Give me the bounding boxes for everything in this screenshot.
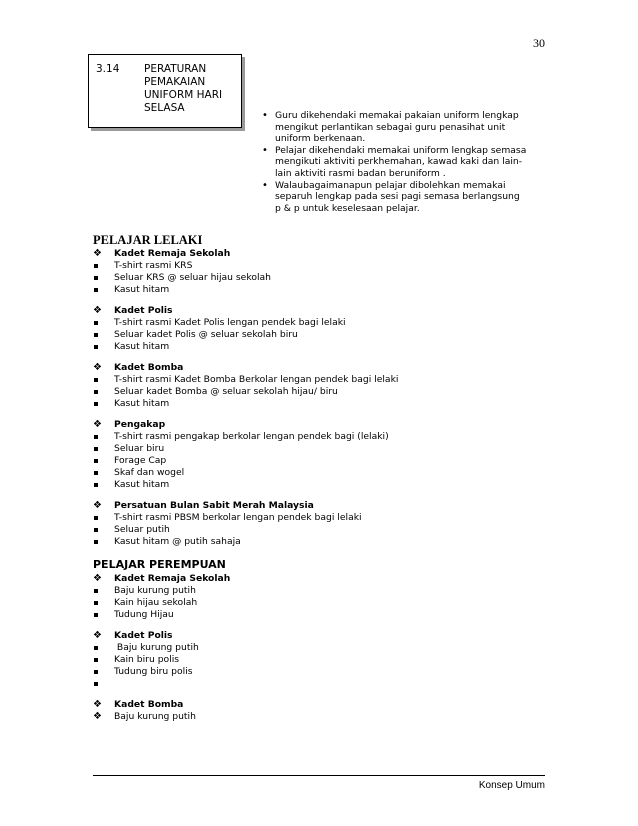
list-item xyxy=(93,431,553,443)
note-line: • Pelajar dikehendaki memakai uniform lengkap semasa xyxy=(275,144,527,156)
section-heading: PELAJAR LELAKI xyxy=(93,233,203,247)
list-item xyxy=(93,443,553,455)
group-title-row xyxy=(93,305,553,317)
list-item xyxy=(93,666,553,678)
item-text: Kain biru polis xyxy=(114,654,180,665)
group-title-row xyxy=(93,500,553,512)
note-line: uniform berkenaan. xyxy=(275,133,366,145)
list-item xyxy=(93,260,553,272)
group-title: Kadet Polis xyxy=(114,305,173,316)
diamond-bullet-icon: ❖ xyxy=(93,500,102,511)
item-text: Baju kurung putih xyxy=(114,585,196,596)
group-title: Kadet Remaja Sekolah xyxy=(114,573,231,584)
item-text: Kasut hitam xyxy=(114,284,170,295)
uniform-group xyxy=(93,248,553,296)
note-line: • Walaubagaimanapun pelajar dibolehkan memakai xyxy=(275,179,506,191)
item-text: Tudung Hijau xyxy=(114,609,174,620)
group-title: Kadet Bomba xyxy=(114,362,184,373)
group-title: Pengakap xyxy=(114,419,166,430)
note-line: separuh lengkap pada sesi pagi semasa berlangsung xyxy=(275,191,520,203)
group-title-row xyxy=(93,573,553,585)
list-item xyxy=(93,654,553,666)
list-item xyxy=(93,467,553,479)
uniform-group xyxy=(93,362,553,410)
note-item xyxy=(262,110,542,145)
diamond-bullet-icon: ❖ xyxy=(93,305,102,316)
note-line: p & p untuk keselesaan pelajar. xyxy=(275,202,420,214)
list-item xyxy=(93,609,553,621)
list-item xyxy=(93,711,553,723)
diamond-bullet-icon: ❖ xyxy=(93,573,102,584)
group-title-row xyxy=(93,630,553,642)
diamond-bullet-icon: ❖ xyxy=(93,699,102,710)
uniform-group xyxy=(93,630,553,690)
item-text: Seluar KRS @ seluar hijau sekolah xyxy=(114,272,271,283)
section-title-line: UNIFORM HARI xyxy=(144,89,223,101)
diamond-bullet-icon: ❖ xyxy=(93,362,102,373)
diamond-bullet-icon: ❖ xyxy=(93,711,102,722)
section-heading: PELAJAR PEREMPUAN xyxy=(93,558,226,571)
list-item xyxy=(93,398,553,410)
diamond-bullet-icon: ❖ xyxy=(93,248,102,259)
note-line: mengikut perlantikan sebagai guru penasihat unit xyxy=(275,121,506,133)
item-text: T-shirt rasmi pengakap berkolar lengan pendek bagi (lelaki) xyxy=(114,431,389,442)
list-item xyxy=(93,329,553,341)
list-item xyxy=(93,678,553,690)
list-item xyxy=(93,512,553,524)
item-text: Kasut hitam @ putih sahaja xyxy=(114,536,241,547)
note-item xyxy=(262,145,542,180)
list-item xyxy=(93,642,553,654)
uniform-group xyxy=(93,305,553,353)
group-title: Kadet Bomba xyxy=(114,699,184,710)
note-line: mengikuti aktiviti perkhemahan, kawad kaki dan lain- xyxy=(275,156,523,168)
list-item xyxy=(93,272,553,284)
uniform-group xyxy=(93,419,553,491)
item-text: Tudung biru polis xyxy=(114,666,193,677)
group-title: Kadet Polis xyxy=(114,630,173,641)
list-item xyxy=(93,524,553,536)
list-item xyxy=(93,284,553,296)
item-text: Forage Cap xyxy=(114,455,167,466)
group-title: Kadet Remaja Sekolah xyxy=(114,248,231,259)
footer-divider xyxy=(93,775,545,776)
list-item xyxy=(93,341,553,353)
group-title-row xyxy=(93,362,553,374)
list-item xyxy=(93,585,553,597)
item-text: Seluar biru xyxy=(114,443,165,454)
section-title xyxy=(144,63,239,115)
list-item xyxy=(93,597,553,609)
list-item xyxy=(93,455,553,467)
item-text: Seluar kadet Bomba @ seluar sekolah hijau/ biru xyxy=(114,386,338,397)
item-text: Seluar kadet Polis @ seluar sekolah biru xyxy=(114,329,298,340)
note-line: • Guru dikehendaki memakai pakaian uniform lengkap xyxy=(275,110,519,121)
diamond-bullet-icon: ❖ xyxy=(93,419,102,430)
note-item xyxy=(262,180,542,215)
section-title-line: PEMAKAIAN xyxy=(144,76,206,88)
section-title-box xyxy=(88,54,242,128)
item-text: Seluar putih xyxy=(114,524,170,535)
list-item xyxy=(93,479,553,491)
section-title-line: SELASA xyxy=(144,102,185,114)
section-number: 3.14 xyxy=(96,63,120,75)
item-text: T-shirt rasmi Kadet Bomba Berkolar lengan pendek bagi lelaki xyxy=(114,374,399,385)
item-text: Kasut hitam xyxy=(114,479,170,490)
item-text: T-shirt rasmi KRS xyxy=(114,260,193,271)
item-text: T-shirt rasmi PBSM berkolar lengan pendek bagi lelaki xyxy=(114,512,362,523)
uniform-group xyxy=(93,500,553,548)
item-text: Kain hijau sekolah xyxy=(114,597,198,608)
group-title-row xyxy=(93,248,553,260)
item-text: T-shirt rasmi Kadet Polis lengan pendek bagi lelaki xyxy=(114,317,346,328)
section-title-line: PERATURAN xyxy=(144,63,207,75)
footer-text: Konsep Umum xyxy=(478,780,545,791)
list-item xyxy=(93,374,553,386)
item-text: Baju kurung putih xyxy=(114,642,199,653)
uniform-group xyxy=(93,699,553,723)
list-item xyxy=(93,317,553,329)
item-text: Skaf dan wogel xyxy=(114,467,185,478)
group-title-row xyxy=(93,699,553,711)
list-item xyxy=(93,536,553,548)
group-title-row xyxy=(93,419,553,431)
list-item xyxy=(93,386,553,398)
uniform-lists xyxy=(93,232,553,732)
uniform-group xyxy=(93,573,553,621)
item-text: Kasut hitam xyxy=(114,341,170,352)
item-text: Baju kurung putih xyxy=(114,711,196,722)
diamond-bullet-icon: ❖ xyxy=(93,630,102,641)
note-line: lain aktiviti rasmi badan beruniform . xyxy=(275,167,446,179)
group-title: Persatuan Bulan Sabit Merah Malaysia xyxy=(114,500,314,511)
item-text: Kasut hitam xyxy=(114,398,170,409)
rules-notes-list xyxy=(262,110,542,214)
page-number: 30 xyxy=(533,36,545,50)
